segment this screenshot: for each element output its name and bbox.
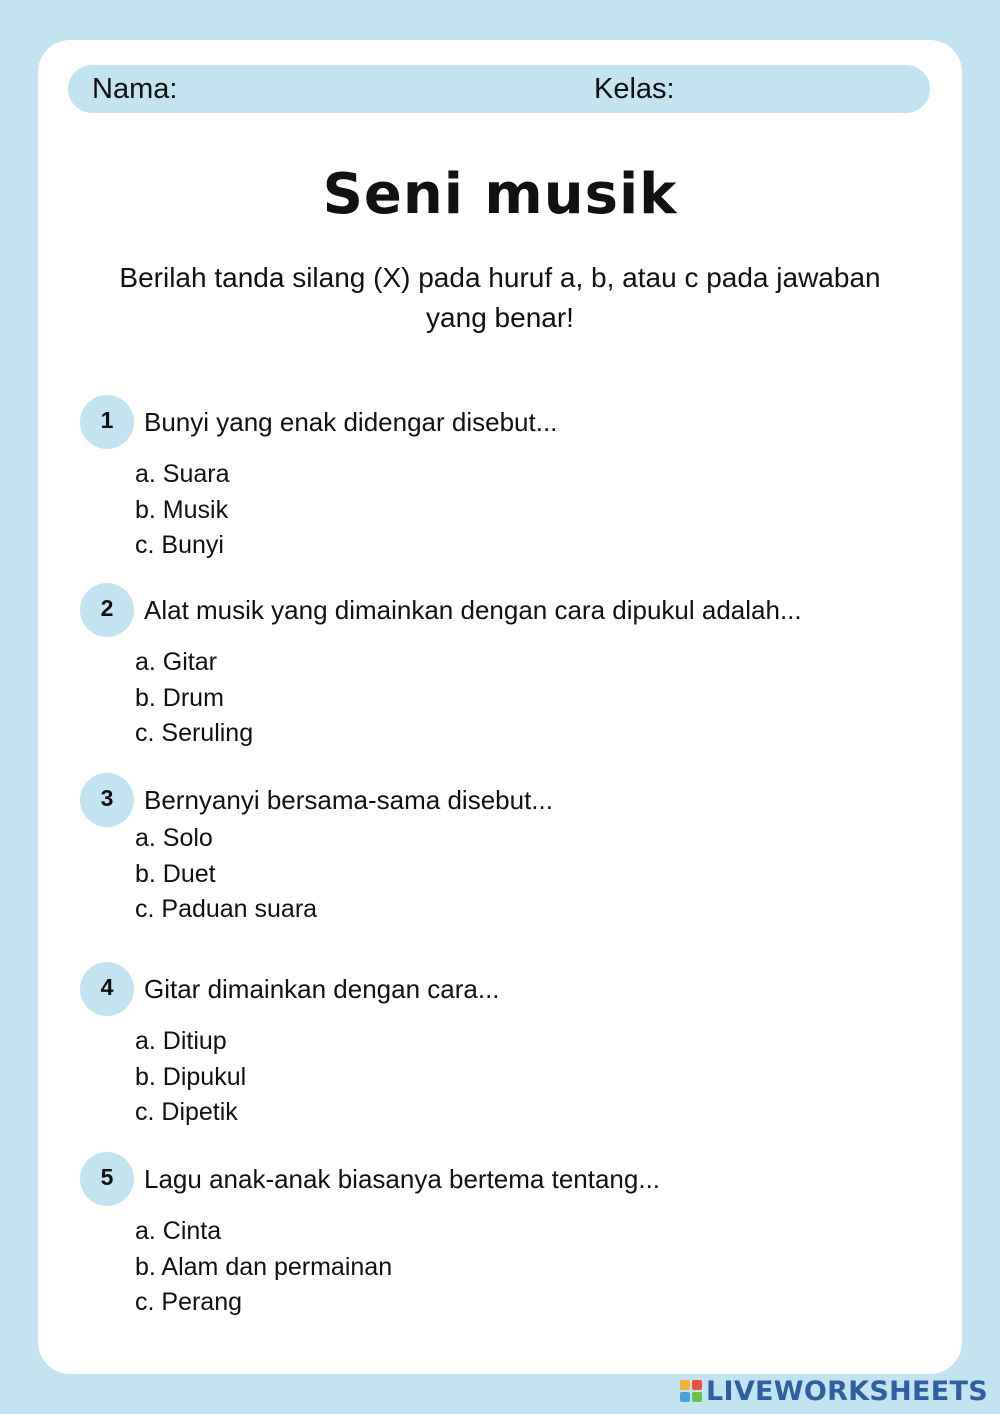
option-b[interactable]: b. Duet (135, 859, 216, 888)
liveworksheets-logo-icon (680, 1380, 702, 1402)
option-a[interactable]: a. Gitar (135, 648, 217, 676)
option-a[interactable]: a. Solo (135, 824, 213, 852)
name-label: Nama: (92, 73, 178, 105)
question-number-badge: 3 (80, 773, 134, 827)
question-text: Lagu anak-anak biasanya bertema tentang... (144, 1164, 661, 1194)
worksheet-page (38, 40, 962, 1374)
question-number-badge: 1 (80, 395, 134, 449)
question-number-badge: 4 (80, 962, 134, 1016)
page-title: Seni musik (322, 162, 678, 227)
option-a[interactable]: a. Ditiup (135, 1027, 227, 1055)
option-c[interactable]: c. Seruling (135, 719, 254, 747)
liveworksheets-brand[interactable] (680, 1374, 988, 1408)
question-number-badge: 5 (80, 1152, 134, 1206)
option-c[interactable]: c. Perang (135, 1288, 243, 1316)
option-list (135, 1214, 392, 1321)
option-list (135, 1024, 246, 1131)
brand-name: LIVEWORKSHEETS (705, 1375, 988, 1407)
option-b[interactable]: b. Drum (135, 683, 224, 712)
question-text: Gitar dimainkan dengan cara... (144, 974, 500, 1004)
option-c[interactable]: c. Bunyi (135, 531, 224, 559)
question-number-badge: 2 (80, 583, 134, 637)
class-label: Kelas: (594, 73, 675, 105)
option-list (135, 821, 317, 928)
option-b[interactable]: b. Alam dan permainan (135, 1252, 393, 1281)
option-b[interactable]: b. Dipukul (135, 1062, 247, 1091)
student-info-bar (68, 65, 930, 113)
option-c[interactable]: c. Dipetik (135, 1098, 238, 1126)
option-list (135, 645, 253, 752)
option-a[interactable]: a. Cinta (135, 1217, 222, 1245)
option-list (135, 457, 230, 564)
question-text: Alat musik yang dimainkan dengan cara dipukul adalah... (144, 595, 802, 625)
option-b[interactable]: b. Musik (135, 495, 229, 524)
question-text: Bunyi yang enak didengar disebut... (144, 407, 558, 437)
option-c[interactable]: c. Paduan suara (135, 895, 318, 923)
instruction-text: Berilah tanda silang (X) pada huruf a, b, atau c pada jawaban yang benar! (119, 262, 881, 333)
option-a[interactable]: a. Suara (135, 460, 230, 488)
question-text: Bernyanyi bersama-sama disebut... (144, 785, 553, 815)
